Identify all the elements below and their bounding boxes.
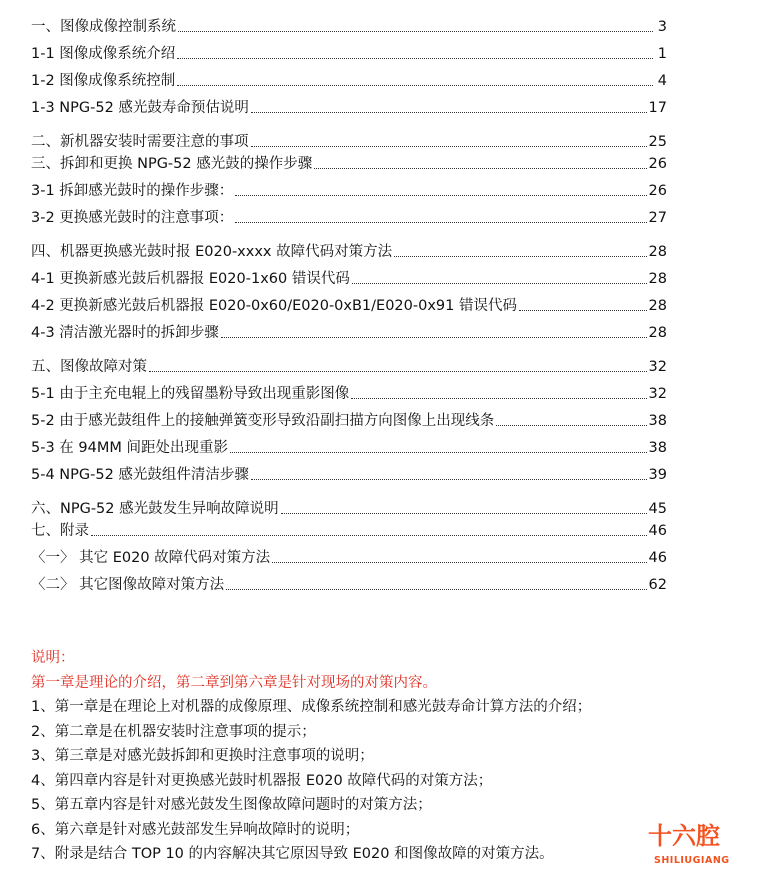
toc-entry-page: 3 <box>657 19 667 35</box>
toc-entry-page: 28 <box>648 271 667 287</box>
toc-entry[interactable] <box>31 430 667 457</box>
toc-entry-title: 1-3 NPG-52 感光鼓寿命预估说明 <box>31 100 249 116</box>
dot-leader <box>496 425 646 426</box>
toc-entry-page: 45 <box>648 501 667 517</box>
toc-entry[interactable] <box>31 36 667 63</box>
dot-leader <box>351 398 646 399</box>
toc-entry[interactable] <box>31 90 667 117</box>
toc-entry[interactable] <box>31 457 667 484</box>
dot-leader <box>177 85 653 86</box>
logo-subtitle: SHILIUGIANG <box>654 855 730 866</box>
watermark-logo <box>640 814 772 870</box>
toc-entry-title: 二、新机器安装时需要注意的事项 <box>31 134 249 150</box>
logo-mark-icon <box>640 814 772 870</box>
toc-entry-title: 5-3 在 94MM 间距处出现重影 <box>31 440 228 456</box>
toc-entry[interactable] <box>31 567 667 594</box>
toc-entry-title: 4-2 更换新感光鼓后机器报 E020-0x60/E020-0xB1/E020-0x91 错误代码 <box>31 298 517 314</box>
notes-line: 4、第四章内容是针对更换感光鼓时机器报 E020 故障代码的对策方法； <box>31 772 493 789</box>
toc-entry-title: 〈一〉 其它 E020 故障代码对策方法 <box>31 550 271 566</box>
toc-entry-title: 3-1 拆卸感光鼓时的操作步骤： <box>31 183 234 199</box>
toc-entry-title: 六、NPG-52 感光鼓发生异响故障说明 <box>31 501 279 517</box>
toc-entry-title: 5-2 由于感光鼓组件上的接触弹簧变形导致沿副扫描方向图像上出现线条 <box>31 413 495 429</box>
dot-leader <box>281 513 647 514</box>
toc-entry-page: 25 <box>648 134 667 150</box>
dot-leader <box>235 195 646 196</box>
toc-entry-title: 四、机器更换感光鼓时报 E020-xxxx 故障代码对策方法 <box>31 244 393 260</box>
toc-entry-title: 一、图像成像控制系统 <box>31 19 176 35</box>
toc-entry-title: 1-1 图像成像系统介绍 <box>31 46 176 62</box>
dot-leader <box>272 562 646 563</box>
toc-entry[interactable] <box>31 124 667 151</box>
toc-entry-page: 32 <box>648 359 667 375</box>
dot-leader <box>251 146 647 147</box>
dot-leader <box>178 31 653 32</box>
dot-leader <box>394 256 646 257</box>
toc-entry-page: 26 <box>648 156 667 172</box>
toc-entry-title: 5-1 由于主充电辊上的残留墨粉导致出现重影图像 <box>31 386 350 402</box>
table-of-contents <box>31 14 667 594</box>
toc-entry[interactable] <box>31 234 667 261</box>
toc-entry-title: 五、图像故障对策 <box>31 359 147 375</box>
toc-entry-page: 28 <box>648 325 667 341</box>
toc-entry-page: 46 <box>648 550 667 566</box>
toc-entry[interactable] <box>31 349 667 376</box>
toc-entry-title: 3-2 更换感光鼓时的注意事项： <box>31 210 234 226</box>
notes-line: 5、第五章内容是针对感光鼓发生图像故障问题时的对策方法； <box>31 797 432 813</box>
dot-leader <box>251 479 647 480</box>
toc-entry-title: 1-2 图像成像系统控制 <box>31 73 176 89</box>
toc-entry-page: 17 <box>648 100 667 116</box>
dot-leader <box>230 452 647 453</box>
toc-entry-title: 三、拆卸和更换 NPG-52 感光鼓的操作步骤 <box>31 156 313 172</box>
notes-line: 6、第六章是针对感光鼓部发生异响故障时的说明； <box>31 821 360 838</box>
dot-leader <box>314 168 646 169</box>
dot-leader <box>251 112 647 113</box>
toc-entry[interactable] <box>31 540 667 567</box>
notes-heading: 说明： <box>31 650 75 666</box>
toc-entry-page: 39 <box>648 467 667 483</box>
notes-line: 2、第二章是在机器安装时注意事项的提示； <box>31 723 316 740</box>
dot-leader <box>149 371 647 372</box>
toc-entry[interactable] <box>31 63 667 90</box>
notes-line: 1、第一章是在理论上对机器的成像原理、成像系统控制和感光鼓寿命计算方法的介绍； <box>31 699 592 715</box>
toc-entry-title: 七、附录 <box>31 523 89 539</box>
toc-entry[interactable] <box>31 518 667 540</box>
toc-entry-page: 38 <box>648 413 667 429</box>
toc-entry-title: 〈二〉 其它图像故障对策方法 <box>31 577 225 593</box>
toc-entry-page: 62 <box>648 577 667 593</box>
toc-entry[interactable] <box>31 261 667 288</box>
toc-entry-page: 38 <box>648 440 667 456</box>
toc-entry-page: 28 <box>648 244 667 260</box>
toc-entry-page: 4 <box>657 73 667 89</box>
toc-entry[interactable] <box>31 151 667 173</box>
dot-leader <box>352 283 647 284</box>
dot-leader <box>221 337 647 338</box>
toc-entry[interactable] <box>31 376 667 403</box>
toc-entry-title: 4-3 清洁激光器时的拆卸步骤 <box>31 325 219 341</box>
toc-entry[interactable] <box>31 315 667 342</box>
toc-entry[interactable] <box>31 173 667 200</box>
toc-entry[interactable] <box>31 200 667 227</box>
toc-entry-page: 32 <box>648 386 667 402</box>
notes-line: 7、附录是结合 TOP 10 的内容解决其它原因导致 E020 和图像故障的对策方法。 <box>31 846 554 862</box>
dot-leader <box>226 589 646 590</box>
toc-entry-page: 1 <box>657 46 667 62</box>
toc-entry[interactable] <box>31 288 667 315</box>
toc-entry[interactable] <box>31 403 667 430</box>
toc-entry-page: 28 <box>648 298 667 314</box>
dot-leader <box>91 535 647 536</box>
toc-entry-page: 26 <box>648 183 667 199</box>
dot-leader <box>177 58 653 59</box>
toc-entry-title: 5-4 NPG-52 感光鼓组件清洁步骤 <box>31 467 249 483</box>
toc-entry-page: 46 <box>648 523 667 539</box>
dot-leader <box>235 222 646 223</box>
notes-line: 3、第三章是对感光鼓拆卸和更换时注意事项的说明； <box>31 748 374 764</box>
notes-summary: 第一章是理论的介绍，第二章到第六章是针对现场的对策内容。 <box>31 674 437 691</box>
dot-leader <box>519 310 647 311</box>
toc-entry-title: 4-1 更换新感光鼓后机器报 E020-1x60 错误代码 <box>31 271 350 287</box>
toc-entry[interactable] <box>31 14 667 36</box>
toc-entry-page: 27 <box>648 210 667 226</box>
toc-entry[interactable] <box>31 491 667 518</box>
logo-title: 十六腔 <box>648 822 720 850</box>
